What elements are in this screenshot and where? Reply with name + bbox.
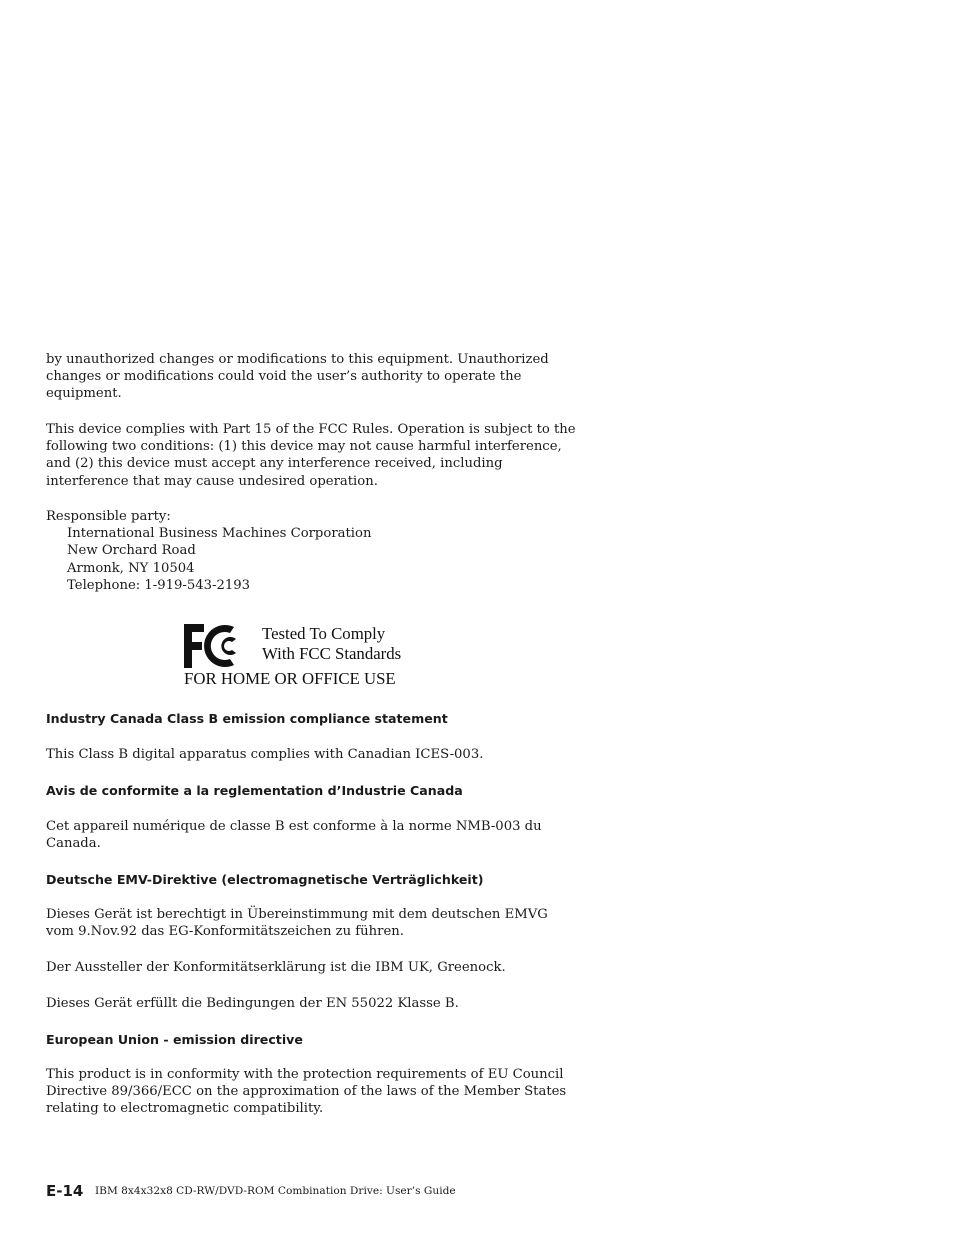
text-line: This product is in conformity with the protection requirements of EU Council xyxy=(46,1067,564,1082)
fcc-tested-line: Tested To Comply xyxy=(262,624,386,643)
paragraph-unauthorized-changes xyxy=(46,351,566,403)
text-line: Dieses Gerät ist berechtigt in Übereinstimmung mit dem deutschen EMVG xyxy=(46,907,548,922)
text-line: equipment. xyxy=(46,386,122,402)
text-line: by unauthorized changes or modifications to this equipment. Unauthorized xyxy=(46,352,549,367)
text-line: This device complies with Part 15 of the FCC Rules. Operation is subject to the xyxy=(46,422,576,437)
fcc-home-office-line: FOR HOME OR OFFICE USE xyxy=(184,669,396,688)
text-line: Dieses Gerät erfüllt die Bedingungen der EN 55022 Klasse B. xyxy=(46,996,459,1011)
paragraph-avis-canada xyxy=(46,818,566,852)
text-line: Directive 89/366/ECC on the approximation of the laws of the Member States xyxy=(46,1084,567,1100)
responsible-party xyxy=(46,508,566,594)
text-line: Canada. xyxy=(46,836,101,852)
section-heading-avis-canada: Avis de conformite a la reglementation d’Industrie Canada xyxy=(46,783,463,798)
street-address: New Orchard Road xyxy=(67,543,196,559)
paragraph-emv-1 xyxy=(46,906,566,940)
paragraph-eu xyxy=(46,1066,566,1118)
text-line: following two conditions: (1) this device may not cause harmful interference, xyxy=(46,439,562,455)
company-name: International Business Machines Corporation xyxy=(67,526,372,542)
text-line: This Class B digital apparatus complies with Canadian ICES-003. xyxy=(46,747,484,762)
section-heading-eu: European Union - emission directive xyxy=(46,1032,303,1047)
fcc-standards-line: With FCC Standards xyxy=(262,644,402,663)
city-state-zip: Armonk, NY 10504 xyxy=(67,560,195,576)
paragraph-emv-2 xyxy=(46,959,566,976)
responsible-party-label: Responsible party: xyxy=(46,509,171,524)
text-line: Der Aussteller der Konformitätserklärung ist die IBM UK, Greenock. xyxy=(46,960,506,975)
fcc-logo-icon xyxy=(184,624,240,668)
paragraph-industry-canada xyxy=(46,746,566,763)
text-line: changes or modifications could void the user’s authority to operate the xyxy=(46,369,522,385)
section-heading-emv: Deutsche EMV-Direktive (electromagnetische Verträglichkeit) xyxy=(46,872,484,887)
paragraph-fcc-part15 xyxy=(46,421,576,490)
text-line: Cet appareil numérique de classe B est conforme à la norme NMB-003 du xyxy=(46,819,542,834)
document-title: IBM 8x4x32x8 CD-RW/DVD-ROM Combination Drive: User’s Guide xyxy=(95,1185,456,1197)
text-line: interference that may cause undesired operation. xyxy=(46,473,378,489)
telephone: Telephone: 1-919-543-2193 xyxy=(67,577,251,593)
page-number: E-14 xyxy=(46,1182,84,1200)
text-line: relating to electromagnetic compatibility. xyxy=(46,1101,324,1117)
paragraph-emv-3 xyxy=(46,995,566,1012)
text-line: vom 9.Nov.92 das EG-Konformitätszeichen zu führen. xyxy=(46,924,404,940)
text-line: and (2) this device must accept any interference received, including xyxy=(46,456,503,472)
section-heading-industry-canada: Industry Canada Class B emission compliance statement xyxy=(46,711,448,726)
